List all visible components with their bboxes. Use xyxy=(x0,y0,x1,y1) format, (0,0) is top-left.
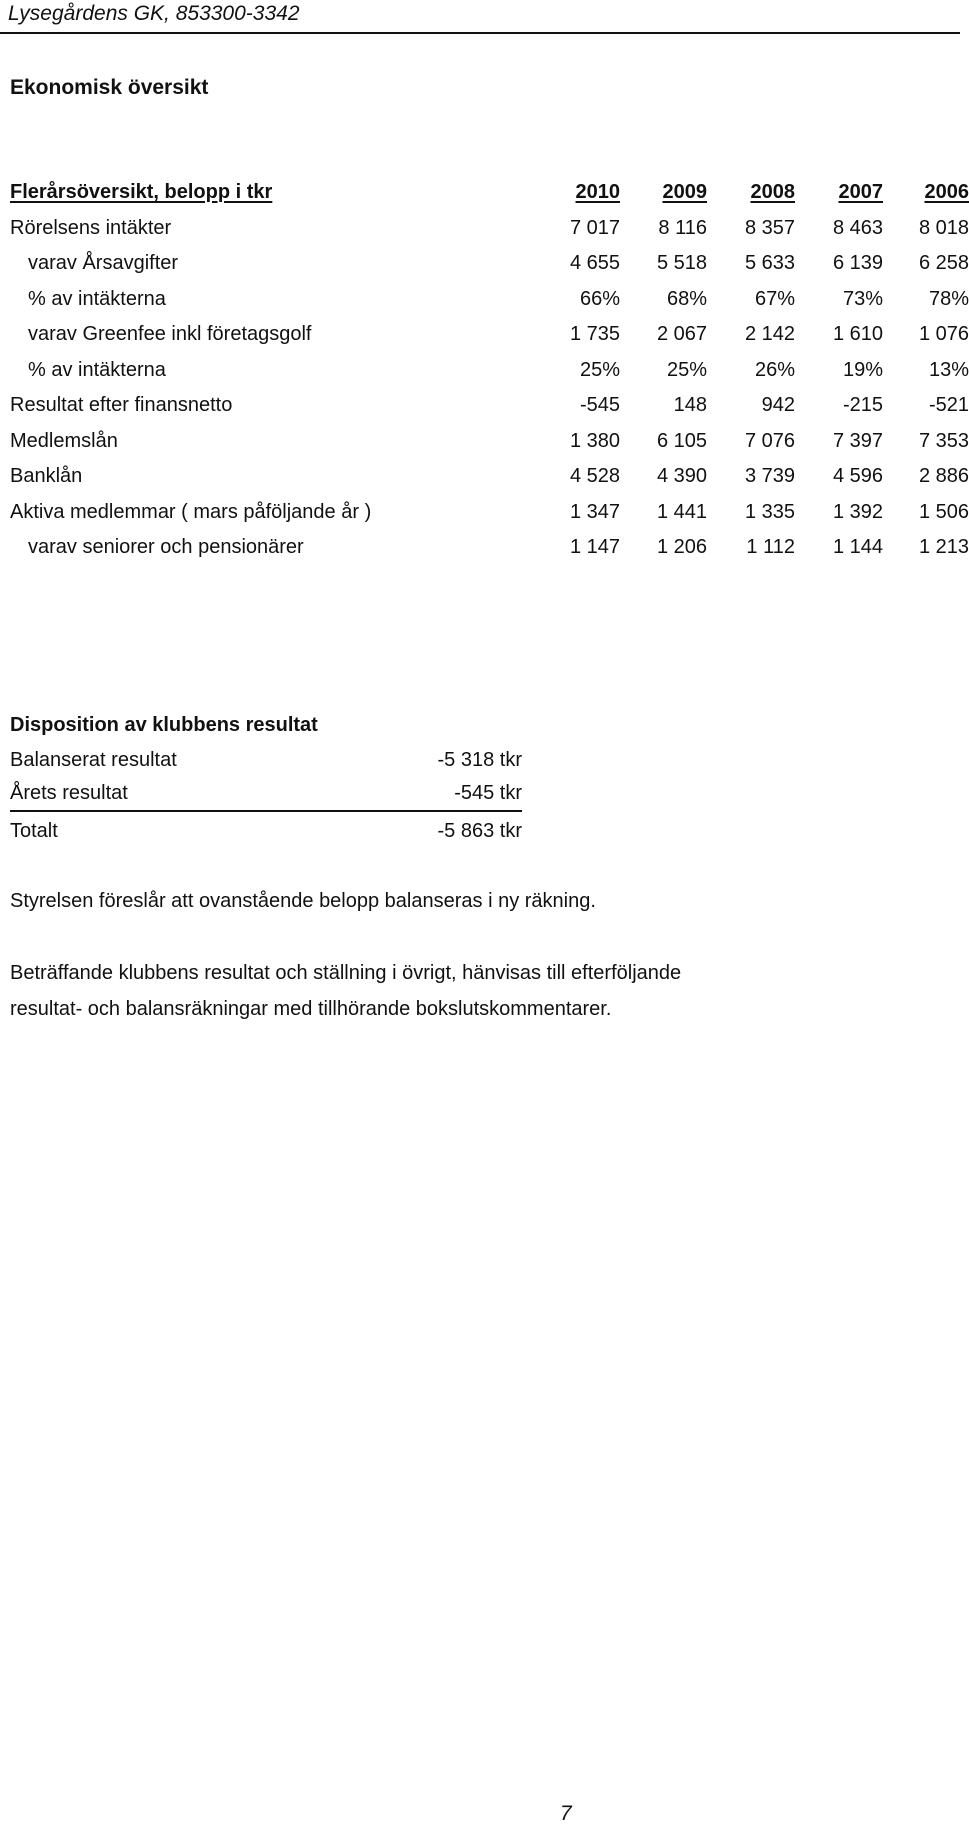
table-header-row xyxy=(10,175,969,211)
table-row xyxy=(10,317,969,353)
reference-paragraph-line1: Beträffande klubbens resultat och ställning i övrigt, hänvisas till efterföljande xyxy=(10,962,682,984)
year-header: 2010 xyxy=(575,181,620,203)
row-value: 13% xyxy=(928,358,969,381)
page-number: 7 xyxy=(560,1802,572,1825)
table-row xyxy=(10,211,969,247)
row-value: 73% xyxy=(842,287,883,310)
row-label: % av intäkterna xyxy=(28,287,166,310)
multiyear-table xyxy=(10,175,969,566)
page-header xyxy=(0,0,960,32)
row-value: 25% xyxy=(579,358,620,381)
row-value: 67% xyxy=(754,287,795,310)
section-title: Ekonomisk översikt xyxy=(10,76,209,99)
table-row xyxy=(10,459,969,495)
row-label: Rörelsens intäkter xyxy=(10,216,172,239)
reference-paragraph-line2: resultat- och balansräkningar med tillhörande bokslutskommentarer. xyxy=(10,998,612,1020)
row-value: 8 357 xyxy=(744,216,795,239)
row-value: 2 142 xyxy=(744,323,795,345)
row-value: 66% xyxy=(579,287,620,310)
row-value: 1 335 xyxy=(744,500,795,523)
year-header: 2008 xyxy=(750,181,795,203)
row-value: 19% xyxy=(842,358,883,381)
row-value: 1 380 xyxy=(569,429,620,452)
row-value: 7 017 xyxy=(569,216,620,239)
row-value: 2 067 xyxy=(656,323,707,345)
row-value: 1 112 xyxy=(746,536,795,558)
row-label: Banklån xyxy=(10,465,83,487)
row-value: 6 139 xyxy=(832,252,883,274)
table-heading: Flerårsöversikt, belopp i tkr xyxy=(10,181,273,203)
row-value: 1 144 xyxy=(832,536,883,558)
table-row xyxy=(10,495,969,531)
row-value: 25% xyxy=(666,358,707,381)
row-value: 5 633 xyxy=(744,252,795,274)
table-row xyxy=(10,424,969,460)
row-value: 7 076 xyxy=(744,429,795,452)
row-value: 1 076 xyxy=(918,323,969,345)
row-value: 26% xyxy=(754,358,795,381)
row-value: 68% xyxy=(666,287,707,310)
table-row xyxy=(10,530,969,566)
disposition-row xyxy=(10,776,522,811)
row-label: varav Greenfee inkl företagsgolf xyxy=(28,323,312,345)
row-value: 78% xyxy=(928,287,969,310)
disposition-total-row xyxy=(10,814,522,849)
row-value: -215 xyxy=(842,394,883,416)
row-value: 8 463 xyxy=(832,216,883,239)
row-value: 4 596 xyxy=(832,465,883,487)
row-label: varav seniorer och pensionärer xyxy=(28,536,304,558)
disposition-title: Disposition av klubbens resultat xyxy=(10,714,318,736)
row-value: 1 610 xyxy=(832,323,883,345)
row-value: 1 206 xyxy=(656,536,707,558)
row-value: -521 xyxy=(928,394,969,416)
row-value: 1 506 xyxy=(918,500,969,523)
disposition-value: -545 tkr xyxy=(454,782,522,804)
row-value: 5 518 xyxy=(656,252,707,274)
table-row xyxy=(10,388,969,424)
year-header: 2009 xyxy=(662,181,707,203)
header-rule xyxy=(0,32,960,34)
row-label: varav Årsavgifter xyxy=(28,252,179,274)
row-value: 8 018 xyxy=(918,216,969,239)
disposition-label: Balanserat resultat xyxy=(10,749,177,771)
header-title: Lysegårdens GK, 853300-3342 xyxy=(8,2,300,25)
row-value: 1 735 xyxy=(569,323,620,345)
row-value: 3 739 xyxy=(744,465,795,487)
disposition-row xyxy=(10,743,522,778)
proposal-paragraph: Styrelsen föreslår att ovanstående belopp balanseras i ny räkning. xyxy=(10,890,596,912)
row-value: 1 441 xyxy=(656,500,707,523)
table-row xyxy=(10,246,969,282)
row-value: 942 xyxy=(761,394,795,416)
row-value: 6 258 xyxy=(918,252,969,274)
row-value: 7 397 xyxy=(832,429,883,452)
disposition-label: Årets resultat xyxy=(10,782,128,804)
row-value: 2 886 xyxy=(918,465,969,487)
row-value: 7 353 xyxy=(918,429,969,452)
row-label: % av intäkterna xyxy=(28,358,166,381)
disposition-value: -5 863 tkr xyxy=(437,820,522,842)
row-label: Medlemslån xyxy=(10,429,118,452)
table-row xyxy=(10,282,969,318)
row-label: Resultat efter finansnetto xyxy=(10,394,233,416)
row-value: 1 347 xyxy=(569,500,620,523)
year-header: 2007 xyxy=(838,181,883,203)
disposition-value: -5 318 tkr xyxy=(437,749,522,771)
disposition-sum-rule xyxy=(10,810,522,812)
year-header: 2006 xyxy=(924,181,969,203)
row-value: 1 147 xyxy=(569,536,620,558)
row-value: 1 213 xyxy=(918,536,969,558)
row-value: 148 xyxy=(673,394,707,416)
row-value: -545 xyxy=(579,394,620,416)
row-value: 8 116 xyxy=(658,216,707,239)
disposition-label: Totalt xyxy=(10,820,58,842)
row-value: 4 390 xyxy=(656,465,707,487)
row-value: 1 392 xyxy=(832,500,883,523)
table-row xyxy=(10,353,969,389)
row-value: 4 528 xyxy=(569,465,620,487)
row-value: 4 655 xyxy=(569,252,620,274)
row-value: 6 105 xyxy=(656,429,707,452)
row-label: Aktiva medlemmar ( mars påföljande år ) xyxy=(10,500,372,523)
